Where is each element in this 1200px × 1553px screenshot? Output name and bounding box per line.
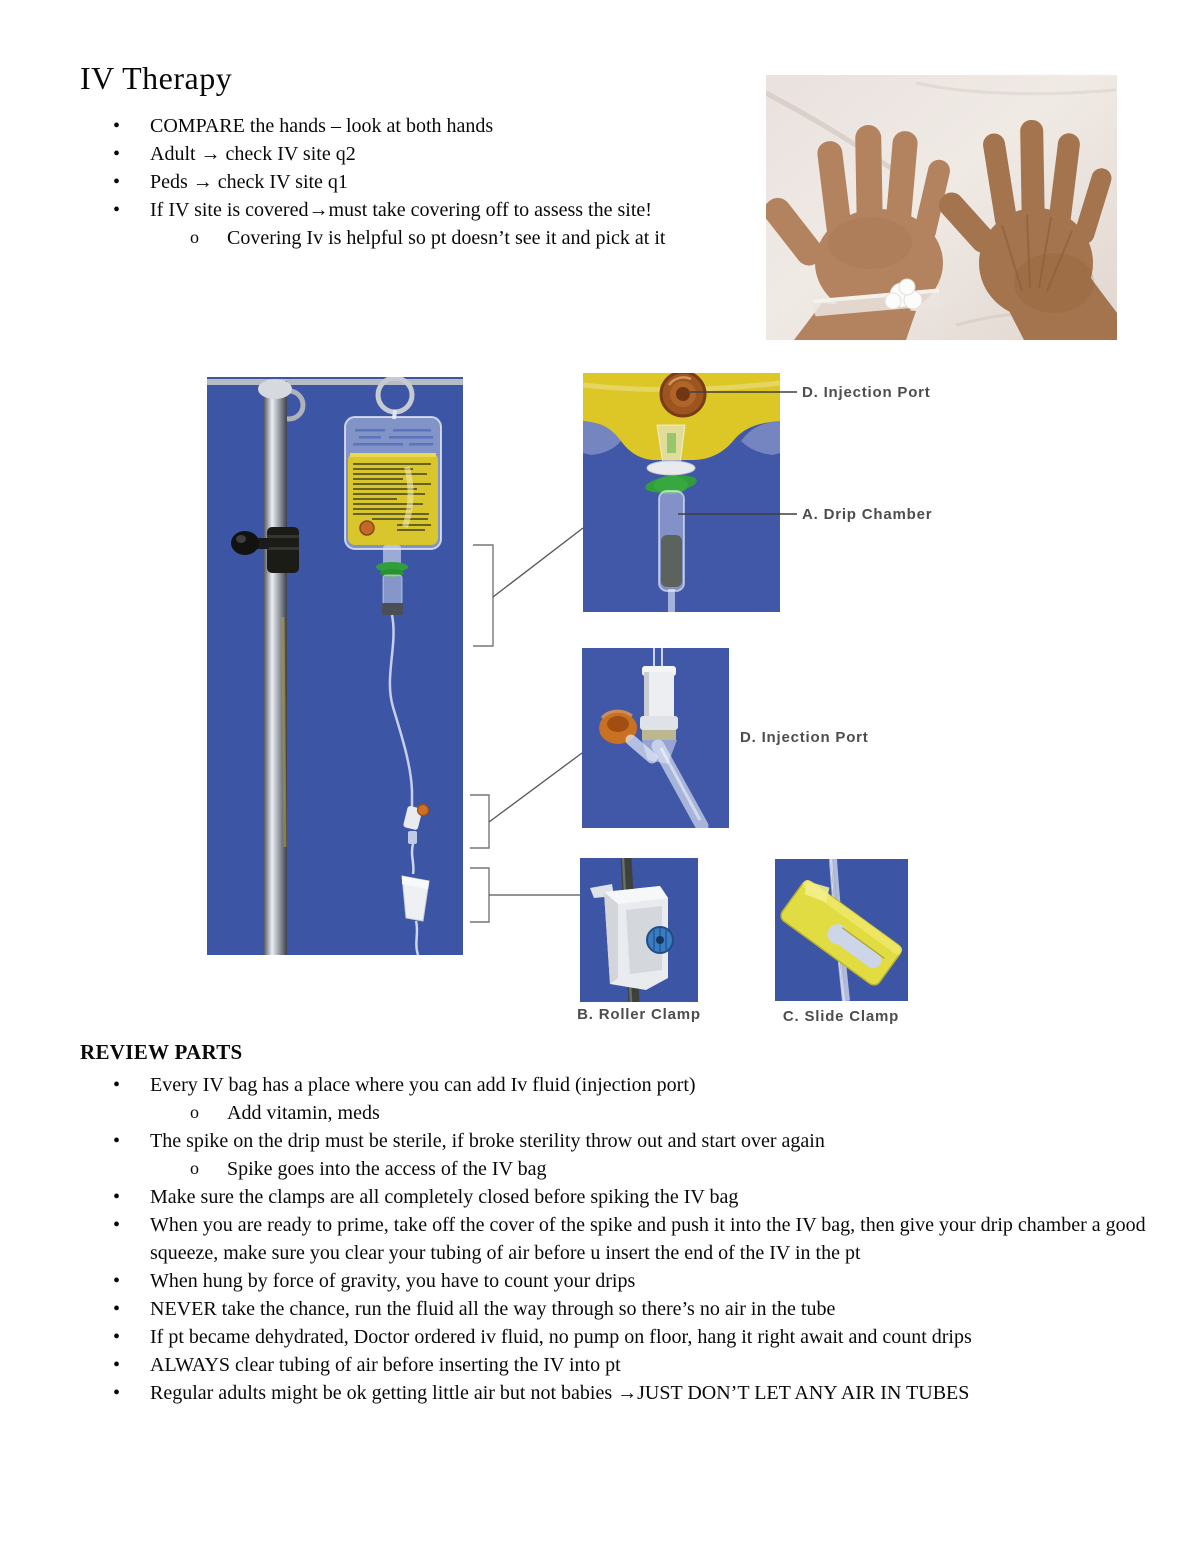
- iv-bag: [345, 417, 441, 565]
- bullet-item: [80, 1127, 1158, 1155]
- bullet-text: Add vitamin, meds: [227, 1102, 380, 1124]
- label-drip-chamber: A. Drip Chamber: [802, 506, 933, 523]
- iv-pole-graphic: [207, 377, 463, 955]
- bullet-item: [80, 1379, 1158, 1407]
- bullet-item: [80, 168, 770, 196]
- sub-bullet-item: [80, 1155, 1158, 1183]
- bullet-text: COMPARE the hands – look at both hands: [150, 115, 494, 137]
- iv-tubing: [416, 921, 418, 955]
- bullet-text: If IV site is covered→must take covering off to assess the site!: [150, 199, 652, 221]
- page-title: IV Therapy: [80, 60, 233, 96]
- bullet-text: Covering Iv is helpful so pt doesn’t see it and pick at it: [227, 227, 666, 249]
- slide-clamp-graphic: [775, 859, 908, 1001]
- port-body: [640, 666, 678, 740]
- label-roller-clamp: B. Roller Clamp: [577, 1006, 701, 1023]
- iv-pole-photo: [207, 377, 463, 955]
- bullet-item: [80, 140, 770, 168]
- bracket-drip-chamber: [473, 545, 493, 646]
- bullet-text: ALWAYS clear tubing of air before inserting the IV into pt: [150, 1354, 621, 1376]
- intro-bullet-list: [80, 112, 770, 252]
- tubing-port-cap: [418, 805, 429, 816]
- callout-line-drip: [493, 528, 583, 597]
- tubing-joint: [408, 831, 417, 844]
- bullet-text: When hung by force of gravity, you have to count your drips: [150, 1270, 636, 1292]
- drip-chamber-photo: [583, 373, 780, 612]
- bullet-item: [80, 1295, 1158, 1323]
- bullet-item: [80, 1267, 1158, 1295]
- bullet-text: When you are ready to prime, take off the cover of the spike and push it into the IV bag, then give your drip chamber a good squeeze, make sure you clear your tubing of air before u insert the end of the IV in the pt: [150, 1214, 1146, 1264]
- callout-line-port: [489, 753, 582, 822]
- bullet-item: [80, 1351, 1158, 1379]
- label-injection-port-top: D. Injection Port: [802, 384, 931, 401]
- iv-tubing: [412, 844, 413, 874]
- label-injection-port-mid: D. Injection Port: [740, 729, 869, 746]
- slide-clamp-photo: [775, 859, 908, 1001]
- hands-photo-graphic: [766, 75, 1117, 340]
- roller-clamp-graphic: [580, 858, 698, 1002]
- bullet-item: [80, 1211, 1158, 1267]
- hand-shading: [1014, 253, 1094, 313]
- bullet-text: Adult → check IV site q2: [150, 143, 356, 165]
- bullet-text: The spike on the drip must be sterile, if broke sterility throw out and start over again: [150, 1130, 825, 1152]
- sub-bullet-item: [80, 1099, 1158, 1127]
- bullet-text: Spike goes into the access of the IV bag: [227, 1158, 547, 1180]
- label-slide-clamp: C. Slide Clamp: [782, 1008, 900, 1025]
- roller-wheel: [647, 927, 673, 953]
- hands-photo: [766, 75, 1117, 340]
- injection-port-graphic: [582, 648, 729, 828]
- review-heading: REVIEW PARTS: [80, 1040, 243, 1064]
- bullet-text: NEVER take the chance, run the fluid all the way through so there’s no air in the tube: [150, 1298, 836, 1320]
- bullet-item: [80, 1323, 1158, 1351]
- drip-chamber-graphic: [583, 373, 780, 612]
- bracket-roller-clamp: [470, 868, 489, 922]
- hand-shading: [828, 217, 912, 269]
- bullet-item: [80, 1183, 1158, 1211]
- bullet-text: Peds → check IV site q1: [150, 171, 348, 193]
- bullet-item: [80, 196, 770, 224]
- bullet-text: Make sure the clamps are all completely closed before spiking the IV bag: [150, 1186, 739, 1208]
- pole-top-bar: [207, 379, 463, 385]
- bullet-item: [80, 1071, 1158, 1099]
- review-section: [80, 1040, 1158, 1407]
- bracket-injection-port: [470, 795, 489, 848]
- injection-port-photo: [582, 648, 729, 828]
- bullet-item: [80, 112, 770, 140]
- pole-reflection: [283, 617, 285, 847]
- bullet-text: If pt became dehydrated, Doctor ordered iv fluid, no pump on floor, hang it right await and count drips: [150, 1326, 972, 1348]
- bullet-text: Every IV bag has a place where you can add Iv fluid (injection port): [150, 1074, 696, 1096]
- roller-clamp-photo: [580, 858, 698, 1002]
- injection-port: [661, 373, 705, 416]
- pole-cap: [258, 379, 292, 399]
- sub-bullet-item: [80, 224, 770, 252]
- bullet-text: Regular adults might be ok getting little air but not babies →JUST DON’T LET ANY AIR IN TUBES: [150, 1382, 970, 1404]
- bag-sticker: [360, 521, 374, 535]
- review-bullet-list: [80, 1071, 1158, 1407]
